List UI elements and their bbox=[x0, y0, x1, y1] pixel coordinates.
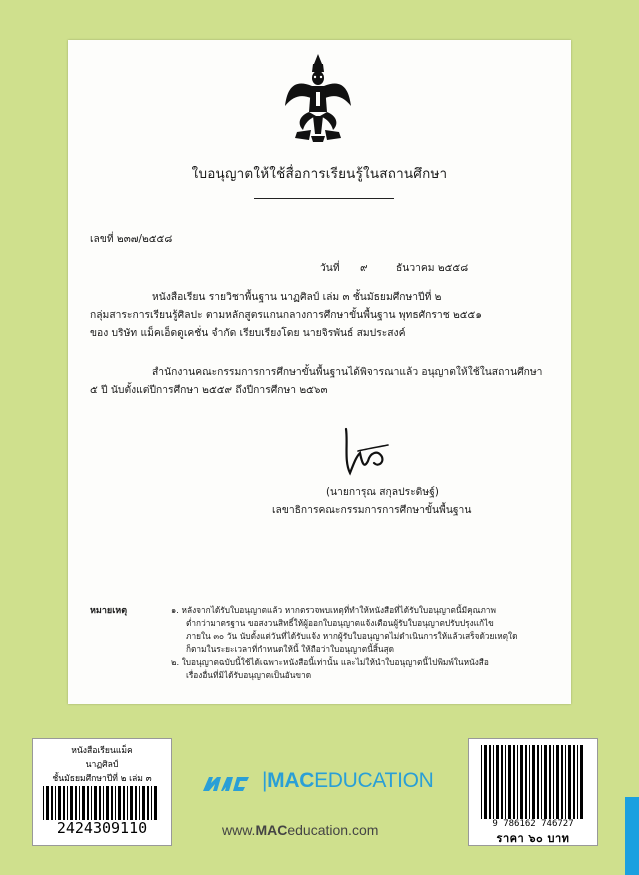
barcode-bar bbox=[532, 745, 535, 819]
book-label bbox=[32, 738, 172, 846]
note-line-2: ต่ำกว่ามาตรฐาน ขอสงวนสิทธิ์ให้ผู้ออกใบอนุญาตแจ้งเตือนผู้รับใบอนุญาตปรับปรุงแก้ไข bbox=[186, 618, 494, 628]
barcode-bar bbox=[67, 786, 68, 820]
license-title: ใบอนุญาตให้ใช้สื่อการเรียนรู้ในสถานศึกษา bbox=[191, 166, 448, 182]
signer-name: (นายการุณ สกุลประดิษฐ์) bbox=[326, 486, 439, 498]
barcode-bar bbox=[91, 786, 92, 820]
body-line-4: สำนักงานคณะกรรมการการศึกษาขั้นพื้นฐานได้พิจารณาแล้ว อนุญาตให้ใช้ในสถานศึกษา bbox=[152, 366, 543, 378]
barcode-bar bbox=[142, 786, 145, 820]
barcode-bar bbox=[544, 745, 547, 819]
barcode-bar bbox=[565, 745, 566, 819]
barcode-bar bbox=[106, 786, 109, 820]
barcode-bar bbox=[549, 745, 551, 819]
barcode-bar bbox=[70, 786, 73, 820]
barcode-bar bbox=[505, 745, 506, 819]
book-label-line-3: ชั้นมัธยมศึกษาปีที่ ๒ เล่ม ๓ bbox=[52, 774, 152, 784]
barcode-bar bbox=[513, 745, 515, 819]
title-underline bbox=[254, 198, 394, 199]
barcode-bar bbox=[496, 745, 499, 819]
barcode-bar bbox=[123, 786, 125, 820]
barcode-bar bbox=[573, 745, 575, 819]
barcode-bar bbox=[525, 745, 527, 819]
barcode-bar bbox=[55, 786, 56, 820]
url-prefix: www. bbox=[222, 822, 256, 838]
barcode-bar bbox=[537, 745, 539, 819]
barcode-bar bbox=[484, 745, 487, 819]
barcode-bar bbox=[79, 786, 80, 820]
barcode-bar bbox=[58, 786, 61, 820]
note-line-4: ก็ตามในระยะเวลาที่กำหนดให้นี้ ให้ถือว่าใบอนุญาตนี้สิ้นสุด bbox=[186, 644, 395, 654]
barcode-bar bbox=[501, 745, 503, 819]
barcode-bar bbox=[147, 786, 149, 820]
barcode-bar bbox=[508, 745, 511, 819]
barcode-bar bbox=[139, 786, 140, 820]
barcode-bar bbox=[517, 745, 518, 819]
website-url[interactable] bbox=[222, 822, 378, 838]
body-line-3: ของ บริษัท แม็คเอ็ดดูเคชั่น จำกัด เรียบเรียงโดย นายจิรพันธ์ สมประสงค์ bbox=[90, 327, 406, 339]
body-line-1: หนังสือเรียน รายวิชาพื้นฐาน นาฏศิลป์ เล่ม ๓ ชั้นมัธยมศึกษาปีที่ ๒ bbox=[152, 291, 442, 303]
barcode-bar bbox=[118, 786, 121, 820]
barcode-bar bbox=[75, 786, 77, 820]
body-line-2: กลุ่มสาระการเรียนรู้ศิลปะ ตามหลักสูตรแกนกลางการศึกษาขั้นพื้นฐาน พุทธศักราช ๒๕๕๑ bbox=[90, 309, 482, 321]
barcode-bar bbox=[82, 786, 85, 820]
brand-logo-text bbox=[262, 769, 434, 793]
barcode-bar bbox=[111, 786, 113, 820]
barcode-bar bbox=[529, 745, 530, 819]
book-label-line-1: หนังสือเรียนแม็ค bbox=[71, 746, 133, 756]
barcode-bar bbox=[103, 786, 104, 820]
spine-accent-bar bbox=[625, 797, 639, 875]
note-line-1: ๑. หลังจากได้รับใบอนุญาตแล้ว หากตรวจพบเหตุที่ทำให้หนังสือที่ได้รับใบอนุญาตนี้มีคุณภาพ bbox=[171, 605, 496, 615]
barcode-bar bbox=[489, 745, 491, 819]
logo-separator: | bbox=[262, 769, 268, 792]
barcode-bar bbox=[130, 786, 133, 820]
isbn-barcode bbox=[481, 745, 585, 819]
barcode-bar bbox=[520, 745, 523, 819]
barcode-bar bbox=[115, 786, 116, 820]
url-rest: education.com bbox=[287, 822, 379, 838]
date-label: วันที่ bbox=[320, 262, 340, 274]
mac-logo-icon bbox=[203, 775, 253, 791]
logo-rest: EDUCATION bbox=[314, 769, 434, 792]
barcode-bar bbox=[51, 786, 53, 820]
note-line-3: ภายใน ๓๐ วัน นับตั้งแต่วันที่ได้รับแจ้ง หากผู้รับใบอนุญาตไม่ดำเนินการให้แล้วเสร็จด้วยเหตุใด bbox=[186, 631, 518, 641]
price-text: ราคา ๖๐ บาท bbox=[496, 832, 570, 845]
garuda-emblem-icon bbox=[283, 50, 353, 142]
barcode-bar bbox=[99, 786, 101, 820]
barcode-bar bbox=[556, 745, 559, 819]
signer-position: เลขาธิการคณะกรรมการการศึกษาขั้นพื้นฐาน bbox=[272, 504, 472, 516]
body-line-5: ๕ ปี นับตั้งแต่ปีการศึกษา ๒๕๕๙ ถึงปีการศึกษา ๒๕๖๓ bbox=[90, 384, 328, 396]
barcode-bar bbox=[493, 745, 494, 819]
barcode-bar bbox=[577, 745, 578, 819]
notes-label: หมายเหตุ bbox=[90, 606, 128, 616]
barcode-bar bbox=[561, 745, 563, 819]
note-line-5: ๒. ใบอนุญาตฉบับนี้ใช้ได้เฉพาะหนังสือนี้เท่านั้น และไม่ให้นำใบอนุญาตนี้ไปพิมพ์ในหนังสือ bbox=[171, 657, 489, 667]
signature-mark bbox=[338, 423, 394, 479]
inventory-code: 2424309110 bbox=[56, 819, 148, 837]
isbn-price-label bbox=[468, 738, 598, 846]
barcode-bar bbox=[541, 745, 542, 819]
date-month-year: ธันวาคม ๒๕๕๘ bbox=[396, 262, 469, 274]
barcode-bar bbox=[87, 786, 89, 820]
barcode-bar bbox=[135, 786, 137, 820]
book-label-line-2: นาฏศิลป์ bbox=[85, 760, 119, 770]
barcode-bar bbox=[151, 786, 152, 820]
barcode-bar bbox=[94, 786, 97, 820]
license-number: เลขที่ ๒๓๗/๒๕๕๘ bbox=[90, 233, 173, 245]
barcode-bar bbox=[127, 786, 128, 820]
barcode-bar bbox=[46, 786, 49, 820]
barcode-bar bbox=[481, 745, 482, 819]
isbn-number: 9 786162 746727 bbox=[492, 819, 574, 829]
barcode-bar bbox=[63, 786, 65, 820]
license-document bbox=[68, 40, 571, 704]
barcode-bar bbox=[43, 786, 44, 820]
barcode-bar bbox=[154, 786, 157, 820]
inventory-barcode bbox=[43, 786, 161, 820]
note-line-6: เรื่องอื่นที่มิได้รับอนุญาตเป็นอันขาด bbox=[186, 670, 312, 680]
barcode-bar bbox=[568, 745, 571, 819]
url-strong: MAC bbox=[255, 822, 288, 838]
barcode-bar bbox=[580, 745, 583, 819]
barcode-bar bbox=[553, 745, 554, 819]
logo-strong: MAC bbox=[267, 769, 315, 792]
date-day: ๙ bbox=[360, 262, 368, 274]
